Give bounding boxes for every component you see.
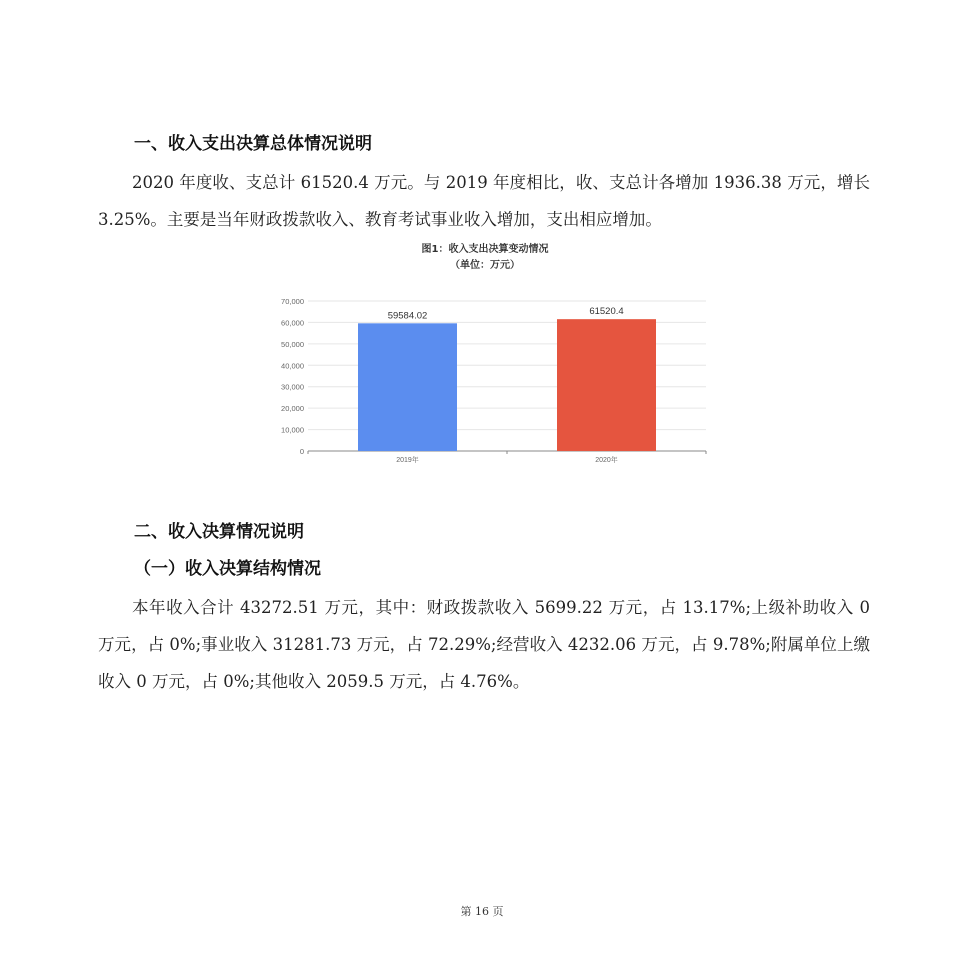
section-2-heading: 二、收入决算情况说明 bbox=[134, 522, 304, 542]
chart-subtitle: （单位：万元） bbox=[450, 260, 520, 271]
section-2-subheading: （一）收入决算结构情况 bbox=[134, 559, 321, 579]
income-expenditure-bar-chart bbox=[262, 288, 722, 468]
y-tick-label: 30,000 bbox=[281, 382, 304, 392]
y-tick-label: 20,000 bbox=[281, 404, 304, 414]
x-tick-label: 2019年 bbox=[396, 457, 419, 464]
section-2-paragraph: 本年收入合计 43272.51 万元，其中：财政拨款收入 5699.22 万元，占 13.17%;上级补助收入 0 万元，占 0%;事业收入 31281.73 万元，占 72.29%;经营收入 4232.06 万元，占 9.78%;附属单位上缴收入 0 万元，占 0%;其他收入 2059.5 万元，占 4.76%。 bbox=[98, 598, 870, 691]
y-tick-label: 0 bbox=[299, 447, 304, 456]
data-label: 59584.02 bbox=[387, 310, 428, 322]
x-tick-label: 2020年 bbox=[595, 457, 618, 464]
section-1-heading: 一、收入支出决算总体情况说明 bbox=[134, 134, 372, 154]
y-tick-label: 50,000 bbox=[281, 339, 304, 349]
bar-2020年 bbox=[557, 319, 656, 451]
section-1-paragraph: 2020 年度收、支总计 61520.4 万元。与 2019 年度相比，收、支总计各增加 1936.38 万元，增长 3.25%。主要是当年财政拨款收入、教育考试事业收入增加，支出相应增加。 bbox=[98, 173, 870, 229]
page-number: 第 16 页 bbox=[460, 905, 504, 918]
y-tick-label: 40,000 bbox=[281, 361, 304, 371]
y-tick-label: 10,000 bbox=[281, 425, 304, 435]
bar-2019年 bbox=[358, 323, 457, 451]
y-tick-label: 70,000 bbox=[281, 297, 304, 306]
y-tick-label: 60,000 bbox=[281, 318, 304, 328]
data-label: 61520.4 bbox=[589, 306, 624, 318]
chart-title: 图1：收入支出决算变动情况 bbox=[421, 244, 549, 255]
